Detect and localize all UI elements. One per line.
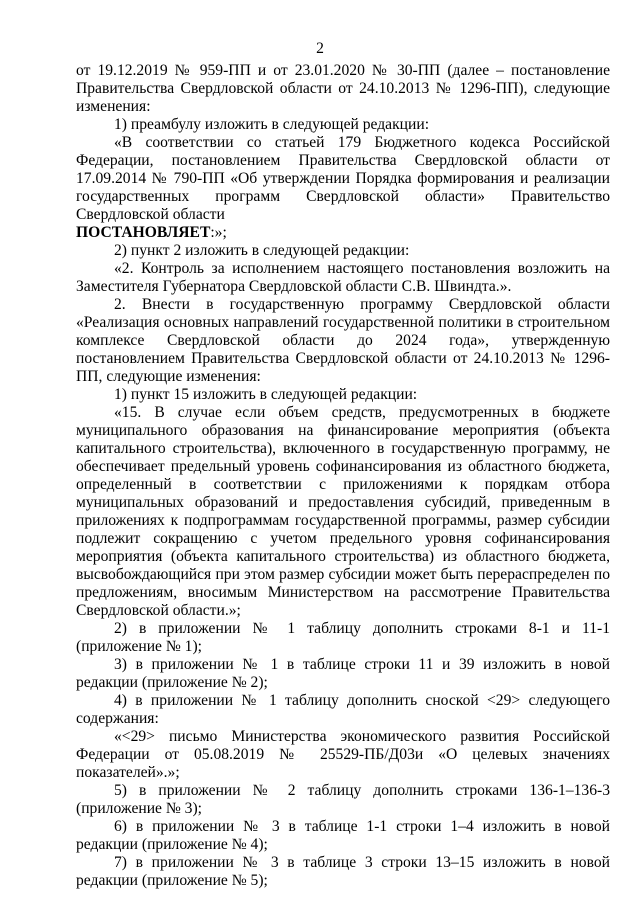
paragraph-item-6: 6) в приложении № 3 в таблице 1-1 строки 1–4 изложить в новой редакции (приложение № 4); bbox=[76, 818, 610, 853]
paragraph-item-4: 4) в приложении № 1 таблицу дополнить сноской <29> следующего содержания: bbox=[76, 692, 610, 727]
paragraph-item-preamble: 1) преамбулу изложить в следующей редакции: bbox=[114, 116, 430, 133]
resolves-keyword: ПОСТАНОВЛЯЕТ bbox=[76, 224, 211, 241]
paragraph-intro-continuation: от 19.12.2019 № 959-ПП и от 23.01.2020 № 30-ПП (далее – постановление Правительства Свердловской области от 24.10.2013 № 1296-ПП), следующие изменения: bbox=[76, 62, 610, 115]
paragraph-control-text: «2. Контроль за исполнением настоящего постановления возложить на Заместителя Губернатора Свердловской области С.В. Швиндта.». bbox=[76, 260, 610, 295]
paragraph-point15-text: «15. В случае если объем средств, предусмотренных в бюджете муниципального образования на финансирование мероприятия (объекта капитального строительства), включенного в государственную программу, не обеспечивает предельный уровень софинансирования из областного бюджета, определенный в соответствии с приложениями к порядкам отбора муниципальных образований и предоставления субсидий, приведенным в приложениях к подпрограммам государственной программы, размер субсидии подлежит сокращению с учетом предельного уровня софинансирования мероприятия (объекта капитального строительства) из областного бюджета, высвобождающийся при этом размер субсидии может быть перераспределен по предложениям, вносимым Министерством на рассмотрение Правительства Свердловской области.»; bbox=[76, 404, 610, 619]
paragraph-footnote-29: «<29> письмо Министерства экономического развития Российской Федерации от 05.08.2019 № 25529-ПБ/Д03и «О целевых значениях показателей».»; bbox=[76, 728, 610, 781]
paragraph-item-point2: 2) пункт 2 изложить в следующей редакции: bbox=[114, 242, 410, 259]
paragraph-item-7: 7) в приложении № 3 в таблице 3 строки 13–15 изложить в новой редакции (приложение № 5); bbox=[76, 854, 610, 889]
paragraph-resolves bbox=[76, 224, 610, 242]
paragraph-item-point15: 1) пункт 15 изложить в следующей редакции: bbox=[114, 386, 418, 403]
resolves-tail: :»; bbox=[210, 224, 227, 241]
paragraph-item-2: 2) в приложении № 1 таблицу дополнить строками 8-1 и 11-1 (приложение № 1); bbox=[76, 620, 610, 655]
paragraph-section-2: 2. Внести в государственную программу Свердловской области «Реализация основных направлений государственной политики в строительном комплексе Свердловской области до 2024 года», утвержденную постановлением Правительства Свердловской области от 24.10.2013 № 1296-ПП, следующие изменения: bbox=[76, 296, 610, 385]
document-body bbox=[76, 62, 610, 890]
paragraph-item-5: 5) в приложении № 2 таблицу дополнить строками 136-1–136-3 (приложение № 3); bbox=[76, 782, 610, 817]
page-number: 2 bbox=[316, 40, 324, 57]
paragraph-preamble-text: «В соответствии со статьей 179 Бюджетного кодекса Российской Федерации, постановлением Правительства Свердловской области от 17.09.2014 № 790-ПП «Об утверждении Порядка формирования и реализации государственных программ Свердловской области» Правительство Свердловской области bbox=[76, 134, 610, 223]
paragraph-item-3: 3) в приложении № 1 в таблице строки 11 и 39 изложить в новой редакции (приложение № 2); bbox=[76, 656, 610, 691]
